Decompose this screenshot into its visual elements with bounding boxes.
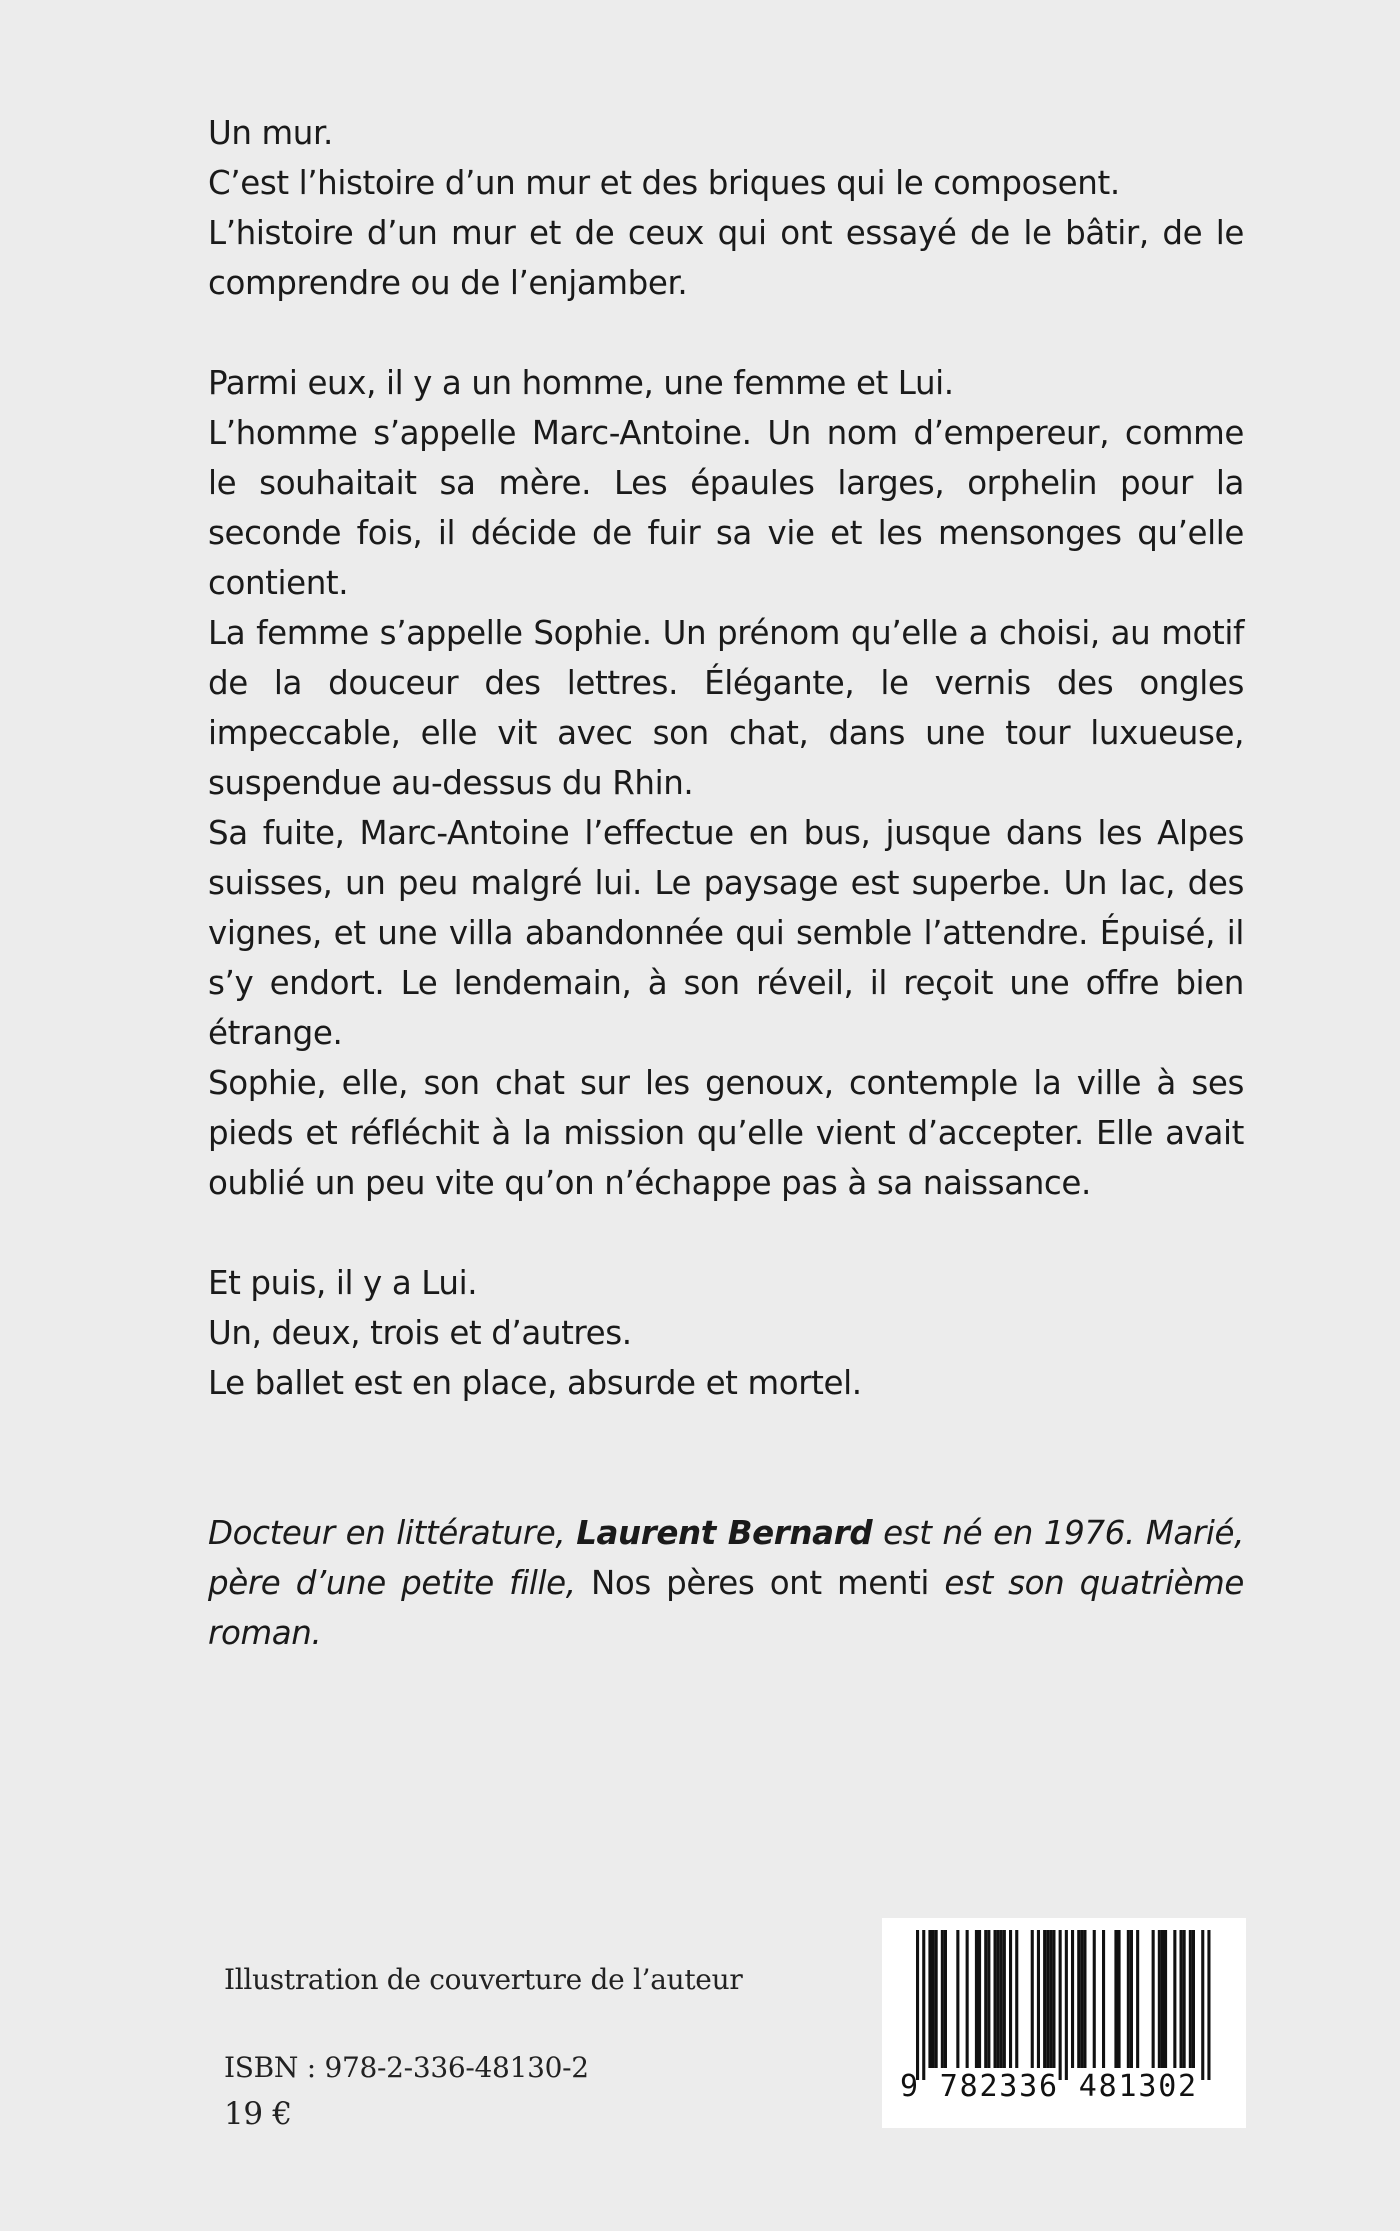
barcode-bar [1083,1930,1086,2068]
bio-text: Docteur en littérature, [208,1514,577,1552]
barcode-bar [1046,1930,1049,2068]
barcode-bar [984,1930,987,2068]
barcode-digits: 9 782336 481302 [900,2069,1198,2104]
barcode-bar [1052,1930,1055,2068]
barcode-bar [1158,1930,1161,2068]
barcode-bar [922,1930,925,2080]
barcode-bar [928,1930,931,2068]
barcode-bar [1043,1930,1046,2068]
barcode-bar [1136,1930,1139,2068]
barcode-bar [1152,1930,1155,2068]
barcode-bar [975,1930,978,2068]
barcode-bar [1059,1930,1062,2080]
barcode-bar [966,1930,969,2068]
barcode-bar [1127,1930,1130,2068]
barcode-bar [1201,1930,1204,2080]
blurb-line: Parmi eux, il y a un homme, une femme et Lui. [208,364,954,402]
barcode-bar [932,1930,935,2068]
blurb-line: Sa fuite, Marc-Antoine l’effectue en bus, jusque dans les Alpes suisses, un peu malgré lui. Le paysage est superbe. Un lac, des vignes, et une villa abandonnée qui semble l’attendre. Épuisé, il s’y endort. Le lendemain, à son réveil, il reçoit une offre bien étrange. [208,814,1244,1052]
barcode-bar [1031,1930,1034,2068]
barcode-bar [941,1930,944,2068]
barcode-bar [1161,1930,1164,2068]
barcode-bar [994,1930,997,2068]
barcode-bar [1003,1930,1006,2068]
barcode-bar [1189,1930,1192,2068]
illustration-credit: Illustration de couverture de l’auteur [224,1963,743,1996]
spine-label-container [62,100,118,590]
blurb-line: La femme s’appelle Sophie. Un prénom qu’elle a choisi, au motif de la douceur des lettres. Élégante, le vernis des ongles impeccable, elle vit avec son chat, dans une tour luxueuse, suspendue au-dessus du Rhin. [208,614,1244,802]
barcode-bar [1114,1930,1117,2068]
blurb-line: C’est l’histoire d’un mur et des briques qui le composent. [208,164,1120,202]
barcode-bar [1118,1930,1121,2068]
bio-text: est né en 1976. Marié, père d’une petite fille, [208,1514,1244,1602]
price: 19 € [224,2096,292,2132]
bio-text: est son quatrième roman. [208,1564,1244,1652]
barcode-bar [1102,1930,1105,2068]
barcode-bar [1049,1930,1052,2068]
barcode-bar [1071,1930,1074,2068]
barcode-bar [1015,1930,1018,2068]
barcode-bar [1009,1930,1012,2068]
barcode-bar [1173,1930,1176,2068]
barcode-bar [1077,1930,1080,2068]
blurb-line: Sophie, elle, son chat sur les genoux, contemple la ville à ses pieds et réfléchit à la mission qu’elle vient d’accepter. Elle avait oublié un peu vite qu’on n’échappe pas à sa naissance. [208,1064,1244,1202]
barcode-bar [916,1930,919,2080]
barcode-bar [997,1930,1000,2068]
blurb-line: L’histoire d’un mur et de ceux qui ont essayé de le bâtir, de le comprendre ou de l’enjamber. [208,214,1244,302]
barcode-bar [987,1930,990,2068]
barcode-bar [944,1930,947,2068]
barcode-bar [1192,1930,1195,2068]
author-bio [208,1508,1244,1658]
barcode-bar [956,1930,959,2068]
book-title: Nos pères ont menti [590,1564,930,1602]
barcode-bar [935,1930,938,2068]
blurb-line: Un, deux, trois et d’autres. [208,1314,632,1352]
barcode-bar [1164,1930,1167,2068]
barcode-bar [1000,1930,1003,2068]
barcode-bar [978,1930,981,2068]
barcode [882,1918,1246,2128]
barcode-bar [1183,1930,1186,2068]
publication-credits [224,1960,824,2136]
barcode-bar [1130,1930,1133,2068]
barcode-bar [1080,1930,1083,2068]
back-cover-blurb [208,108,1244,1458]
barcode-bar [1065,1930,1068,2080]
blurb-line: L’homme s’appelle Marc-Antoine. Un nom d’empereur, comme le souhaitait sa mère. Les épaules larges, orphelin pour la seconde fois, il décide de fuir sa vie et les mensonges qu’elle contient. [208,414,1244,602]
isbn: ISBN : 978-2-336-48130-2 [224,2051,589,2084]
blurb-line: Et puis, il y a Lui. [208,1264,478,1302]
author-name: Laurent Bernard [576,1514,873,1552]
barcode-bar [1093,1930,1096,2068]
blurb-line: Le ballet est en place, absurde et mortel. [208,1364,862,1402]
barcode-bar [1207,1930,1210,2080]
blurb-paragraph [208,1258,1244,1408]
barcode-bar [1180,1930,1183,2068]
blurb-line: Un mur. [208,114,333,152]
blurb-paragraph [208,108,1244,308]
barcode-bar [1037,1930,1040,2068]
blurb-paragraph [208,358,1244,1208]
